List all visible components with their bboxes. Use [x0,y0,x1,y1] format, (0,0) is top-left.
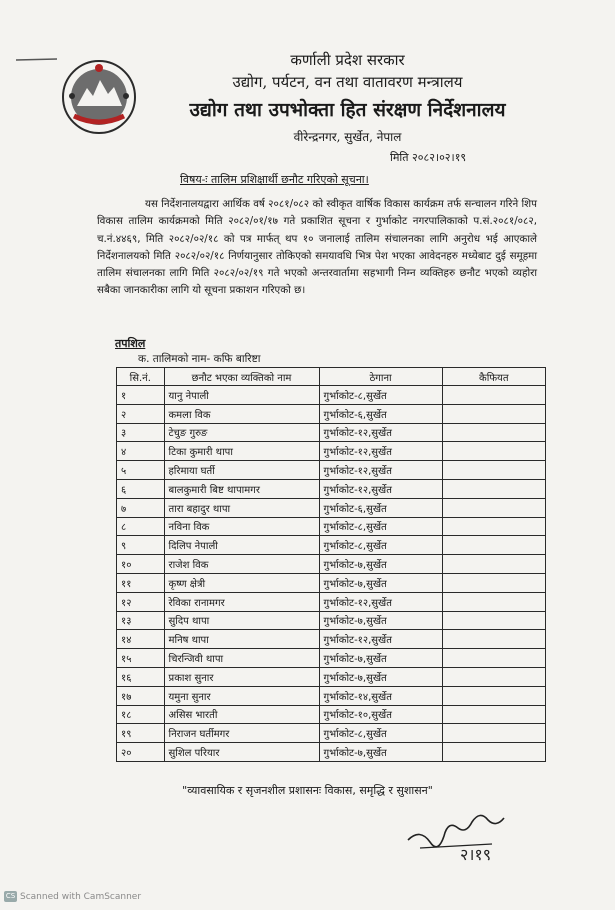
table-row [117,667,546,686]
cell-remarks [442,536,545,555]
cell-remarks [442,611,545,630]
cell-serial: २ [117,404,165,423]
cell-serial: ४ [117,442,165,461]
cell-address: गुर्भाकोट-७,सुर्खेत [319,573,442,592]
cell-address: गुर्भाकोट-७,सुर्खेत [319,743,442,762]
cell-remarks [442,461,545,480]
cell-serial: १५ [117,649,165,668]
cell-address: गुर्भाकोट-८,सुर्खेत [319,386,442,405]
cell-name: सुदिप थापा [164,611,319,630]
table-row [117,611,546,630]
signature-date: २।१९ [460,845,492,864]
annex-label: तपशिल [115,337,146,350]
cell-remarks [442,423,545,442]
cell-address: गुर्भाकोट-७,सुर्खेत [319,667,442,686]
cell-serial: ९ [117,536,165,555]
cell-address: गुर्भाकोट-१२,सुर्खेत [319,423,442,442]
table-row [117,517,546,536]
cell-name: नविना विक [164,517,319,536]
cell-name: मनिष थापा [164,630,319,649]
table-row [117,555,546,574]
table-row [117,404,546,423]
cell-name: कमला विक [164,404,319,423]
table-row [117,705,546,724]
cell-name: प्रकाश सुनार [164,667,319,686]
cell-name: चिरन्जिवी थापा [164,649,319,668]
cell-address: गुर्भाकोट-८,सुर्खेत [319,536,442,555]
table-row [117,442,546,461]
cell-address: गुर्भाकोट-१४,सुर्खेत [319,686,442,705]
training-name: क. तालिमको नाम- कफि बारिष्टा [138,353,261,365]
cell-serial: १२ [117,592,165,611]
cell-name: तारा बहादुर थापा [164,498,319,517]
cell-remarks [442,743,545,762]
table-row [117,461,546,480]
scanner-label: Scanned with CamScanner [20,891,142,902]
notice-body: यस निर्देशनालयद्वारा आर्थिक वर्ष २०८१/०८२ को स्वीकृत वार्षिक विकास कार्यक्रम तर्फ सन्चालन गरिने शिप विकास तालिम कार्यक्रमको मिति २०८२/०१/१७ गते प्रकाशित सूचना र गुर्भाकोट नगरपालिकाको प.सं.२०८१/०८२, च.नं.४४६९, मिति २०८२/०२/१८ को पत्र मार्फत् थप १० जनालाई तालिम संचालनका लागि अनुरोध भई आएकाले निर्देशनालयको मिति २०८२/०२/१८ निर्णयानुसार तोकिएको समयावधि भित्र पेश भएका आवेदनहरु मध्येबाट दुई समूहमा तालिम संचालनका लागि मिति २०८२/०२/१९ गते भएको अन्तरवार्तामा सहभागी निम्न व्यक्तिहरु छनौट भएको व्यहोरा सबैका जानकारीका लागि यो सूचना प्रकाशन गरिएको छ। [97,198,537,297]
camscanner-logo-icon: CS [5,892,16,900]
cell-serial: १९ [117,724,165,743]
cell-remarks [442,592,545,611]
cell-address: गुर्भाकोट-१०,सुर्खेत [319,705,442,724]
cell-name: बालकुमारी बिष्ट थापामगर [164,479,319,498]
table-row [117,649,546,668]
cell-address: गुर्भाकोट-७,सुर्खेत [319,555,442,574]
cell-remarks [442,442,545,461]
cell-address: गुर्भाकोट-१२,सुर्खेत [319,461,442,480]
cell-address: गुर्भाकोट-६,सुर्खेत [319,498,442,517]
table-body [117,386,546,762]
cell-name: दिलिप नेपाली [164,536,319,555]
table-row [117,498,546,517]
cell-serial: १७ [117,686,165,705]
scanner-watermark [4,891,141,902]
cell-serial: ११ [117,573,165,592]
cell-address: गुर्भाकोट-१२,सुर्खेत [319,592,442,611]
cell-remarks [442,517,545,536]
cell-serial: १३ [117,611,165,630]
cell-name: टिका कुमारी थापा [164,442,319,461]
notice-date: मिति २०८२।०२।१९ [390,151,467,164]
cell-remarks [442,404,545,423]
cell-remarks [442,686,545,705]
cell-serial: १८ [117,705,165,724]
table-row [117,724,546,743]
cell-remarks [442,386,545,405]
table-row [117,743,546,762]
table-row [117,536,546,555]
cell-name: असिस भारती [164,705,319,724]
cell-name: हरिमाया घर्ती [164,461,319,480]
cell-serial: ५ [117,461,165,480]
header-province: कर्णाली प्रदेश सरकार [290,51,405,69]
cell-address: गुर्भाकोट-७,सुर्खेत [319,611,442,630]
cell-serial: ७ [117,498,165,517]
cell-serial: २० [117,743,165,762]
header-address: वीरेन्द्रनगर, सुर्खेत, नेपाल [293,130,402,144]
col-header-name: छनौट भएका व्यक्तिको नाम [164,368,319,386]
cell-address: गुर्भाकोट-८,सुर्खेत [319,724,442,743]
cell-name: यमुना सुनार [164,686,319,705]
slogan: "व्यावसायिक र सृजनशील प्रशासनः विकास, समृद्धि र सुशासन" [182,784,433,797]
cell-address: गुर्भाकोट-१२,सुर्खेत [319,479,442,498]
table-row [117,423,546,442]
cell-serial: १ [117,386,165,405]
table-header-row [117,368,546,386]
header-ministry: उद्योग, पर्यटन, वन तथा वातावरण मन्त्रालय [232,73,463,91]
cell-name: निराजन घर्तीमगर [164,724,319,743]
col-header-address: ठेगाना [319,368,442,386]
cell-serial: १० [117,555,165,574]
cell-serial: ६ [117,479,165,498]
col-header-remarks: कैफियत [442,368,545,386]
cell-remarks [442,498,545,517]
cell-name: यानु नेपाली [164,386,319,405]
table-row [117,630,546,649]
cell-remarks [442,667,545,686]
table-row [117,479,546,498]
header-directorate: उद्योग तथा उपभोक्ता हित संरक्षण निर्देशनालय [189,99,506,121]
cell-serial: १४ [117,630,165,649]
cell-name: टेचुङ गुरुङ [164,423,319,442]
cell-remarks [442,555,545,574]
cell-remarks [442,705,545,724]
cell-remarks [442,649,545,668]
cell-address: गुर्भाकोट-६,सुर्खेत [319,404,442,423]
col-header-serial: सि.नं. [117,368,165,386]
cell-serial: ८ [117,517,165,536]
selected-participants-table [116,367,546,762]
cell-remarks [442,573,545,592]
table-row [117,573,546,592]
cell-name: राजेश विक [164,555,319,574]
table-row [117,592,546,611]
cell-address: गुर्भाकोट-७,सुर्खेत [319,649,442,668]
table-row [117,386,546,405]
table-row [117,686,546,705]
cell-address: गुर्भाकोट-१२,सुर्खेत [319,442,442,461]
cell-remarks [442,724,545,743]
cell-address: गुर्भाकोट-८,सुर्खेत [319,517,442,536]
cell-name: कृष्ण क्षेत्री [164,573,319,592]
cell-serial: १६ [117,667,165,686]
cell-name: सुशिल परियार [164,743,319,762]
cell-remarks [442,630,545,649]
cell-name: रेविका रानामगर [164,592,319,611]
notice-subject: विषय-ः तालिम प्रशिक्षार्थी छनौट गरिएको सूचना। [180,173,369,186]
cell-remarks [442,479,545,498]
cell-address: गुर्भाकोट-१२,सुर्खेत [319,630,442,649]
signature-mark [400,798,535,868]
cell-serial: ३ [117,423,165,442]
